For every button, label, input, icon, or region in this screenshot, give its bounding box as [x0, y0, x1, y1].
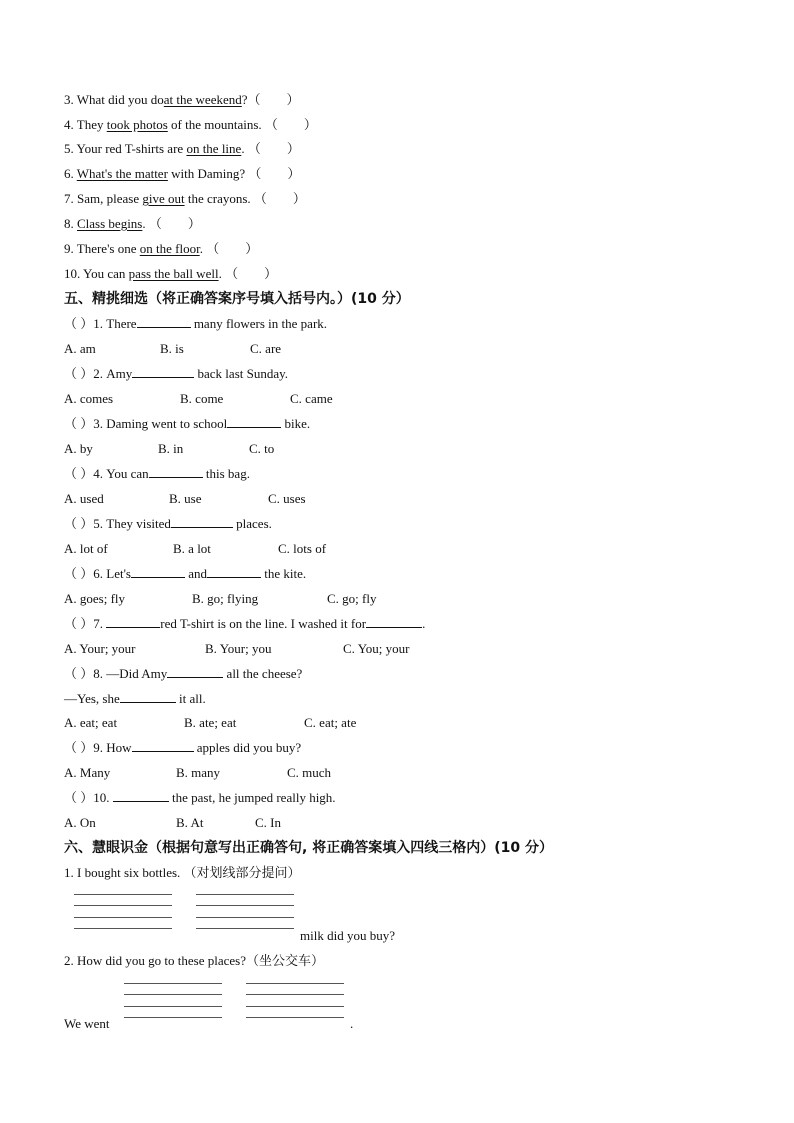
sec4-item-10: 10. You can pass the ball well. （ ）	[64, 266, 278, 281]
sec6-q1: 1. I bought six bottles. （对划线部分提问）	[64, 865, 301, 880]
section-5-title: 五、精挑细选（将正确答案序号填入括号内。）(10 分）	[64, 291, 410, 307]
section-6-title: 六、慧眼识金（根据句意写出正确答句, 将正确答案填入四线三格内）(10 分）	[64, 840, 553, 856]
sec4-item-4: 4. They took photos of the mountains. （ ）	[64, 117, 317, 132]
sec5-q10: （ ）10. the past, he jumped really high.	[64, 790, 336, 805]
sec6-q2-head: We went	[64, 1016, 110, 1031]
sec6-q1-tail: milk did you buy?	[300, 928, 395, 943]
worksheet-page: 3. What did you doat the weekend?（ ） 4. They took photos of the mountains. （ ） 5. Your red T-shirts are on the line. （ ） 6. What's the matter with Daming? （ ） 7. Sam, please give out the crayons. （ ） 8. Class begins. （ ） 9. There's one on the floor. （ ） 10. You can pass the ball well. （ ） 五、精挑细选（将正确答案序号填入括号内。）(10 分） （ ）1. There many flowers in the park. A. am B. is C. are （ ）2. Amy back last Sunday. A. comes B. come C. came （ ）3. Daming went to school bike. A. by B. in C. to （ ）4. You can this bag. A. used B. use C. uses （ ）5. They visited places. A. lot of B. a lot C. lots of （ ）6. Let's and the kite. A. goes; fly B. go; flying C. go; fly （ ）7. red T-shirt is on the line. I washed it for . A. Your; your B. Your; you C. You; your （ ）8. —Did Amy all the cheese? —Yes, she it all. A. eat; eat B. ate; eat C. eat; ate （ ）9. How apples did you buy? A. Many B. many C. much （ ）10. the past, he jumped really high. A. On B. At C. In 六、慧眼识金（根据句意写出正确答句, 将正确答案填入四线三格内）(10 分） 1. I bought six bottles. （对划线部分提问） milk did you buy? 2. How did you go to these places?（坐公交车） We went .	[64, 92, 553, 1031]
sec5-q8: （ ）8. —Did Amy all the cheese?	[64, 666, 303, 681]
sec6-q2: 2. How did you go to these places?（坐公交车）	[64, 953, 324, 968]
writing-grid-2a[interactable]	[124, 983, 222, 1019]
sec4-item-8: 8. Class begins. （ ）	[64, 216, 201, 231]
writing-grid-1b[interactable]	[196, 894, 294, 930]
writing-grid-2b[interactable]	[246, 983, 344, 1019]
sec5-q6: （ ）6. Let's and the kite.	[64, 566, 307, 581]
sec4-item-7: 7. Sam, please give out the crayons. （ ）	[64, 191, 306, 206]
sec4-item-6: 6. What's the matter with Daming? （ ）	[64, 166, 301, 181]
sec5-q9: （ ）9. How apples did you buy?	[64, 740, 302, 755]
sec5-q7: （ ）7. red T-shirt is on the line. I washed it for .	[64, 616, 426, 631]
sec6-q2-tail: .	[350, 1016, 354, 1031]
sec5-q2: （ ）2. Amy back last Sunday.	[64, 366, 289, 381]
sec5-q1: （ ）1. There many flowers in the park.	[64, 316, 328, 331]
sec5-q8-reply: —Yes, she it all.	[64, 691, 206, 706]
sec4-item-3: 3. What did you doat the weekend?（ ）	[64, 92, 300, 107]
sec4-item-9: 9. There's one on the floor. （ ）	[64, 241, 259, 256]
sec5-q4: （ ）4. You can this bag.	[64, 466, 250, 481]
sec5-q3: （ ）3. Daming went to school bike.	[64, 416, 311, 431]
writing-grid-1a[interactable]	[74, 894, 172, 930]
sec5-q5: （ ）5. They visited places.	[64, 516, 272, 531]
sec4-item-5: 5. Your red T-shirts are on the line. （ ）	[64, 141, 300, 156]
